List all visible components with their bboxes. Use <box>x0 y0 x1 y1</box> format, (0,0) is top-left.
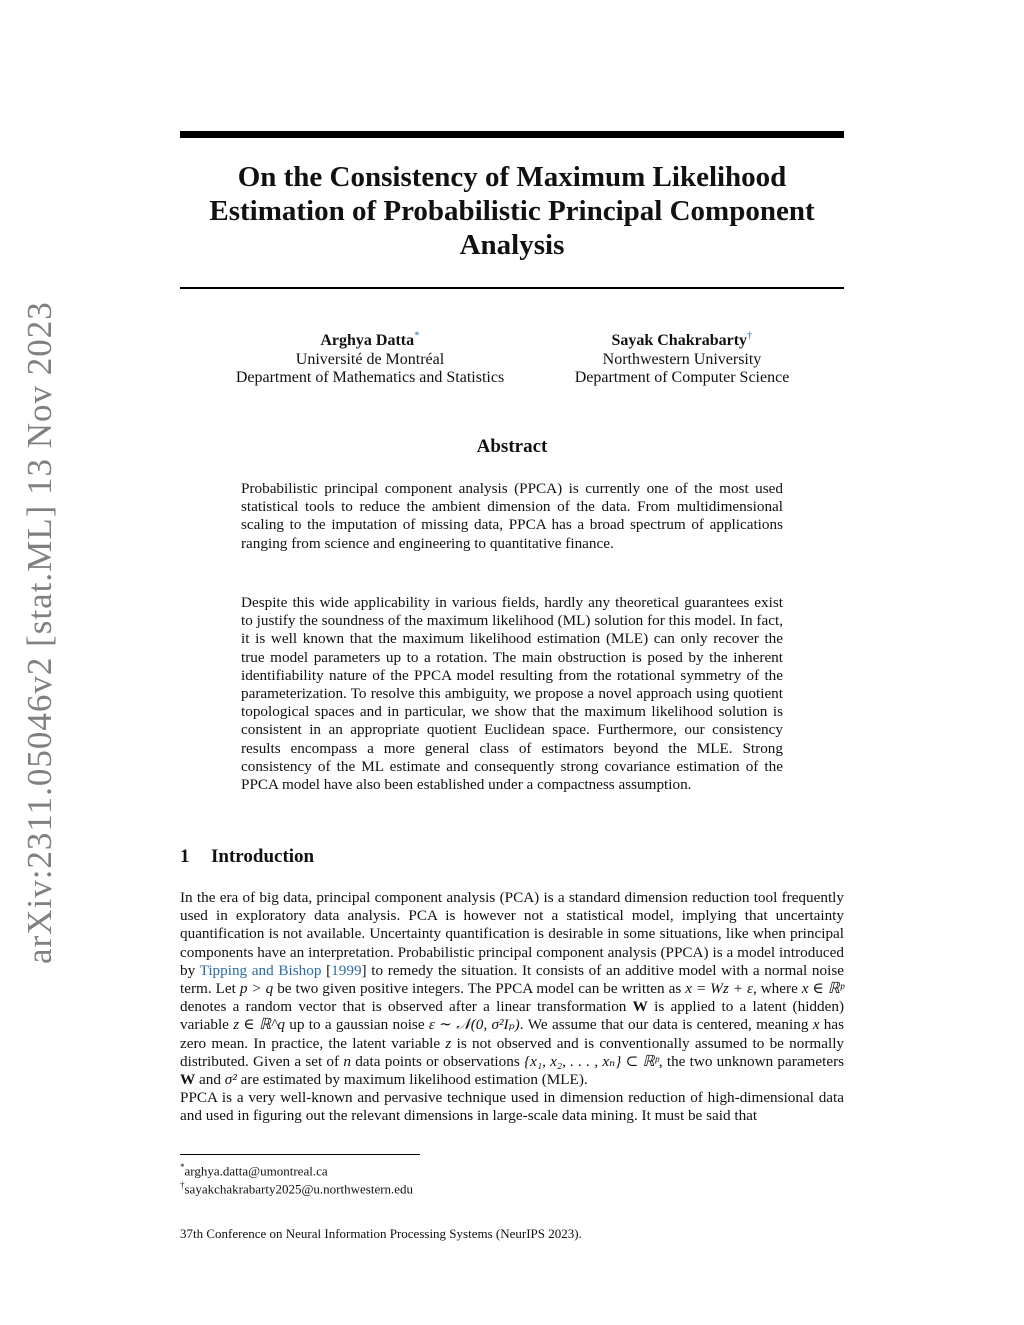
math-inline: {x₁, x₂, . . . , xₙ} ⊂ ℝᵖ <box>524 1052 659 1070</box>
author-affiliation: Université de Montréal <box>295 350 445 368</box>
intro-paragraph-2: PPCA is a very well-known and pervasive technique used in dimension reduction of high-dimensional data and used in figuring out the relevant dimensions in large-scale data mining. It must be said that <box>180 1089 844 1125</box>
citation-link[interactable]: Tipping and Bishop <box>199 961 322 979</box>
paper-title: On the Consistency of Maximum Likelihood Estimation of Probabilistic Principal Component Analysis <box>209 161 815 261</box>
footnote-mark: † <box>180 1180 185 1190</box>
title-top-rule <box>180 131 844 138</box>
footnote-mark: * <box>180 1162 185 1172</box>
footnote-2 <box>180 1177 413 1197</box>
abstract-paragraph-2: Despite this wide applicability in various fields, hardly any theoretical guarantees exist to justify the soundness of the maximum likelihood (ML) solution for this model. In fact, it is well known that the maximum likelihood estimation (MLE) can only recover the true model parameters up to a rotation. The main obstruction is posed by the inherent identifiability nature of the PPCA model resulting from the rotational symmetry of the parameterization. To resolve this ambiguity, we propose a novel approach using quotient topological spaces and in particular, we show that the maximum likelihood solution is consistent in an appropriate quotient Euclidean space. Furthermore, our consistency results encompass a more general class of estimators beyond the MLE. Strong consistency of the ML estimate and consequently strong covariance estimation of the PPCA model have also been established under a compactness assumption. <box>241 594 783 794</box>
math-inline: x ∈ ℝᵖ <box>801 980 845 998</box>
abstract-heading: Abstract <box>476 436 548 457</box>
arxiv-sidebar-stamp: arXiv:2311.05046v2 [stat.ML] 13 Nov 2023 <box>20 301 59 964</box>
abstract-paragraph-1: Probabilistic principal component analysis (PPCA) is currently one of the most used statistical tools to reduce the ambient dimension of the data. From multidimensional scaling to the imputation of missing data, PPCA has a broad spectrum of applications ranging from science and engineering to quantitative finance. <box>241 480 783 552</box>
title-bottom-rule <box>180 287 844 289</box>
author-affiliation: Northwestern University <box>602 350 762 368</box>
intro-paragraph-1: In the era of big data, principal component analysis (PCA) is a standard dimension reduction tool frequently used in exploratory data analysis. PCA is however not a statistical model, implying that uncertainty quantification is not available. Uncertainty quantification is desirable in some situations, like when principal components have an interpretation. Probabilistic principal component analysis (PPCA) is a model introduced by Tipping and Bishop [1999] to remedy the situation. It consists of an additive model with a normal noise term. Let p > q be two given positive integers. The PPCA model can be written as x = Wz + ε, where x ∈ ℝᵖ denotes a random vector that is observed after a linear transformation W is applied to a latent (hidden) variable z ∈ ℝ^q up to a gaussian noise ε ∼ 𝒩(0, σ²Iₚ). We assume that our data is centered, meaning x has zero mean. In practice, the latent variable z is not observed and is conventionally assumed to be normally distributed. Given a set of n data points or observations {x₁, x₂, . . . , xₙ} ⊂ ℝᵖ, the two unknown parameters W and σ² are estimated by maximum likelihood estimation (MLE). <box>180 889 845 1089</box>
author-name: Arghya Datta <box>320 332 415 349</box>
author-footnote-mark[interactable]: † <box>747 329 753 342</box>
author-name: Sayak Chakrabarty <box>611 332 748 349</box>
math-inline: σ² <box>224 1071 237 1089</box>
author-department: Department of Computer Science <box>574 369 790 386</box>
introduction-body <box>180 889 844 1126</box>
math-inline: p > q <box>239 980 274 998</box>
math-inline: x = Wz + ε <box>685 980 753 998</box>
section-heading <box>180 846 314 868</box>
math-inline: ε ∼ 𝒩(0, σ²Iₚ) <box>428 1016 520 1034</box>
math-inline: n <box>343 1052 351 1070</box>
math-inline: W <box>180 1071 196 1089</box>
citation-year-link[interactable]: 1999 <box>331 961 362 979</box>
author-block-2 <box>552 329 812 388</box>
venue-note: 37th Conference on Neural Information Processing Systems (NeurIPS 2023). <box>180 1226 582 1241</box>
author-department: Department of Mathematics and Statistics <box>235 369 505 386</box>
math-inline: W <box>632 998 648 1016</box>
math-inline: z <box>445 1034 452 1052</box>
author-footnote-mark[interactable]: * <box>414 329 420 342</box>
section-number: 1 <box>180 846 190 867</box>
footnote-rule <box>180 1154 420 1155</box>
footnote-email[interactable]: sayakchakrabarty2025@u.northwestern.edu <box>184 1181 414 1197</box>
footnote-email[interactable]: arghya.datta@umontreal.ca <box>184 1163 328 1179</box>
section-title: Introduction <box>211 846 315 867</box>
author-block-1 <box>210 329 530 388</box>
math-inline: z ∈ ℝ^q <box>233 1016 285 1034</box>
math-inline: x <box>812 1016 820 1034</box>
